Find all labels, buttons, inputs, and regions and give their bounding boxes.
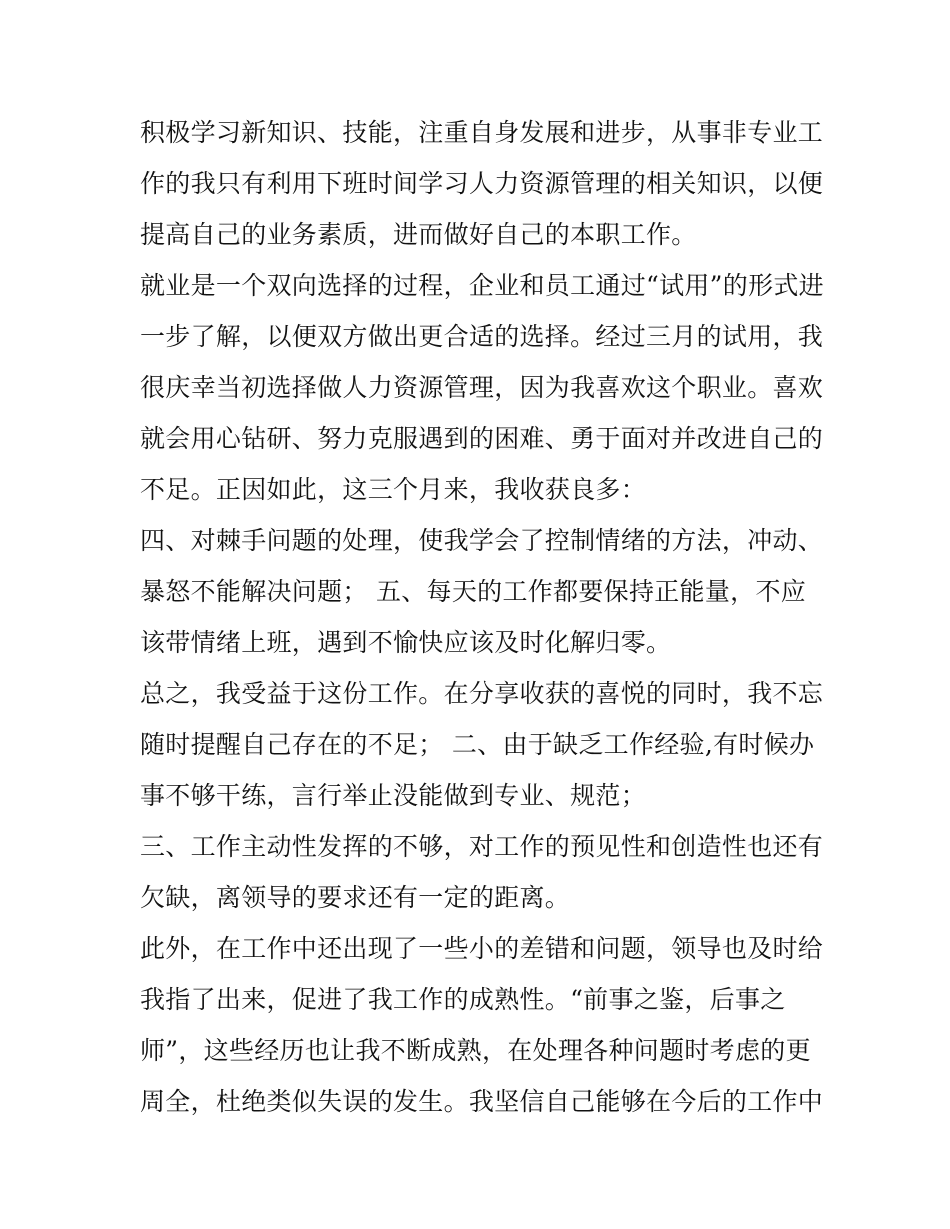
text-line: 暴怒不能解决问题； 五、每天的工作都要保持正能量，不应 [140, 577, 807, 606]
text-line: 就业是一个双向选择的过程，企业和员工通过“试用”的形式进 [140, 271, 824, 300]
text-line: 不足。正因如此，这三个月来，我收获良多： [140, 475, 647, 504]
text-line: 很庆幸当初选择做人力资源管理，因为我喜欢这个职业。喜欢 [140, 373, 824, 402]
text-line: 随时提醒自己存在的不足； 二、由于缺乏工作经验,有时候办 [140, 730, 815, 759]
text-line: 提高自己的业务素质，进而做好自己的本职工作。 [140, 220, 697, 249]
text-line: 一步了解，以便双方做出更合适的选择。经过三月的试用，我 [140, 322, 824, 351]
text-line: 此外，在工作中还出现了一些小的差错和问题，领导也及时给 [140, 934, 824, 963]
text-line: 三、工作主动性发挥的不够，对工作的预见性和创造性也还有 [140, 832, 824, 861]
text-line: 我指了出来，促进了我工作的成熟性。“前事之鉴，后事之 [140, 985, 786, 1014]
text-line: 事不够干练，言行举止没能做到专业、规范； [140, 781, 647, 810]
text-line: 该带情绪上班，遇到不愉快应该及时化解归零。 [140, 628, 672, 657]
text-line: 作的我只有利用下班时间学习人力资源管理的相关知识，以便 [140, 169, 824, 198]
text-line: 四、对棘手问题的处理，使我学会了控制情绪的方法，冲动、 [140, 526, 824, 555]
document-body [140, 107, 824, 1127]
text-line: 师”，这些经历也让我不断成熟，在处理各种问题时考虑的更 [140, 1036, 811, 1065]
text-line: 就会用心钻研、努力克服遇到的困难、勇于面对并改进自己的 [140, 424, 824, 453]
text-line: 欠缺，离领导的要求还有一定的距离。 [140, 883, 571, 912]
text-line: 积极学习新知识、技能，注重自身发展和进步，从事非专业工 [140, 118, 824, 147]
text-line: 总之，我受益于这份工作。在分享收获的喜悦的同时，我不忘 [140, 679, 824, 708]
text-line: 周全，杜绝类似失误的发生。我坚信自己能够在今后的工作中 [140, 1087, 824, 1116]
